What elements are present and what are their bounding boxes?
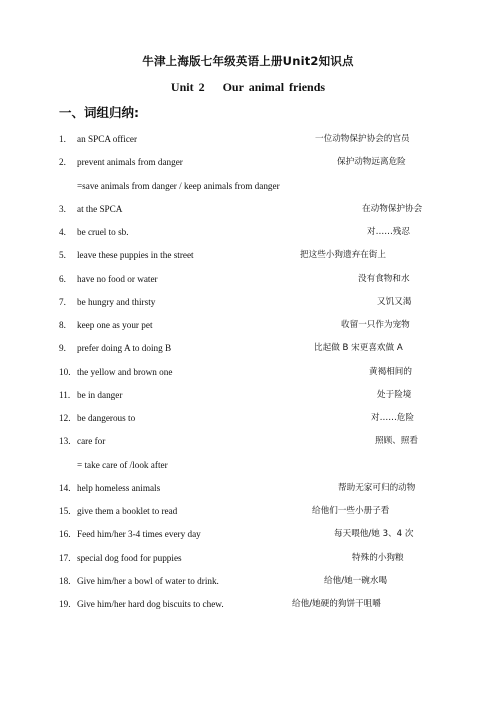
item-number: 2.: [59, 157, 66, 167]
item-english: have no food or water: [77, 274, 158, 284]
item-chinese: 比起做 B 宋更喜欢做 A: [314, 343, 403, 353]
item-english: give them a booklet to read: [77, 506, 178, 516]
list-item: [59, 318, 435, 332]
item-english: be hungry and thirsty: [77, 297, 156, 307]
item-number: 12.: [59, 413, 71, 423]
list-item: [59, 411, 435, 425]
item-english: be dangerous to: [77, 413, 136, 423]
list-item: [59, 388, 435, 402]
item-english: Give him/her hard dog biscuits to chew.: [77, 599, 224, 609]
item-number: 6.: [59, 274, 66, 284]
item-chinese: 照顾、照看: [375, 436, 418, 446]
item-number: 19.: [59, 599, 71, 609]
item-number: 17.: [59, 553, 71, 563]
item-chinese: 一位动物保护协会的官员: [315, 134, 410, 144]
list-item: [59, 365, 435, 379]
item-chinese: 给他/她一碗水喝: [324, 576, 388, 586]
item-english: an SPCA officer: [77, 134, 138, 144]
list-item: [59, 155, 435, 169]
item-number: 9.: [59, 343, 66, 353]
list-item: [59, 248, 435, 262]
unit-label: Unit 2: [170, 80, 205, 94]
item-number: 8.: [59, 320, 66, 330]
synonym-note: = take care of /look after: [77, 460, 168, 470]
list-item: [59, 295, 435, 309]
item-english: be cruel to sb.: [77, 227, 129, 237]
list-item: [59, 481, 435, 495]
item-english: leave these puppies in the street: [77, 250, 194, 260]
list-item: [59, 574, 435, 588]
item-number: 5.: [59, 250, 66, 260]
item-chinese: 保护动物远离危险: [337, 157, 406, 167]
item-number: 7.: [59, 297, 66, 307]
item-number: 10.: [59, 367, 71, 377]
item-number: 4.: [59, 227, 66, 237]
item-chinese: 把这些小狗遗弃在街上: [300, 250, 386, 260]
list-item: [59, 527, 435, 541]
item-chinese: 收留一只作为宠物: [341, 320, 410, 330]
item-chinese: 又饥又渴: [377, 297, 412, 307]
item-english: be in danger: [77, 390, 123, 400]
list-item: [59, 504, 435, 518]
list-item: [59, 341, 435, 355]
item-chinese: 帮助无家可归的动物: [338, 483, 416, 493]
list-item: [59, 597, 435, 611]
item-number: 15.: [59, 506, 71, 516]
item-number: 3.: [59, 204, 66, 214]
list-item: [59, 551, 435, 565]
item-number: 1.: [59, 134, 66, 144]
list-item: [59, 202, 435, 216]
item-chinese: 对……残忍: [367, 227, 410, 237]
item-english: special dog food for puppies: [77, 553, 182, 563]
list-item: [59, 225, 435, 239]
item-number: 18.: [59, 576, 71, 586]
synonym-note: =save animals from danger / keep animals from danger: [77, 181, 280, 191]
item-chinese: 黄褐相间的: [369, 367, 412, 377]
item-chinese: 特殊的小狗粮: [352, 553, 404, 563]
unit-heading: [0, 80, 496, 95]
item-english: care for: [77, 436, 106, 446]
item-chinese: 给他们一些小册子看: [312, 506, 390, 516]
item-english: at the SPCA: [77, 204, 123, 214]
item-chinese: 每天喂他/她 3、4 次: [334, 529, 414, 539]
item-english: prefer doing A to doing B: [77, 343, 172, 353]
item-chinese: 在动物保护协会: [362, 204, 423, 214]
item-english: keep one as your pet: [77, 320, 153, 330]
item-english: Give him/her a bowl of water to drink.: [77, 576, 219, 586]
item-english: the yellow and brown one: [77, 367, 173, 377]
item-number: 11.: [59, 390, 71, 400]
unit-name: Our animal friends: [222, 80, 326, 94]
item-english: Feed him/her 3-4 times every day: [77, 529, 201, 539]
item-chinese: 处于险境: [377, 390, 412, 400]
item-english: help homeless animals: [77, 483, 161, 493]
item-number: 14.: [59, 483, 71, 493]
list-item: [59, 132, 435, 146]
item-number: 13.: [59, 436, 71, 446]
list-item: [59, 272, 435, 286]
list-item: [59, 434, 435, 448]
document-title: 牛津上海版七年级英语上册Unit2知识点: [142, 54, 354, 68]
item-english: prevent animals from danger: [77, 157, 183, 167]
item-number: 16.: [59, 529, 71, 539]
item-chinese: 给他/她硬的狗饼干咀嚼: [292, 599, 381, 609]
item-chinese: 没有食物和水: [358, 274, 410, 284]
item-chinese: 对……危险: [371, 413, 414, 423]
section-heading: 一、词组归纳:: [59, 105, 139, 120]
